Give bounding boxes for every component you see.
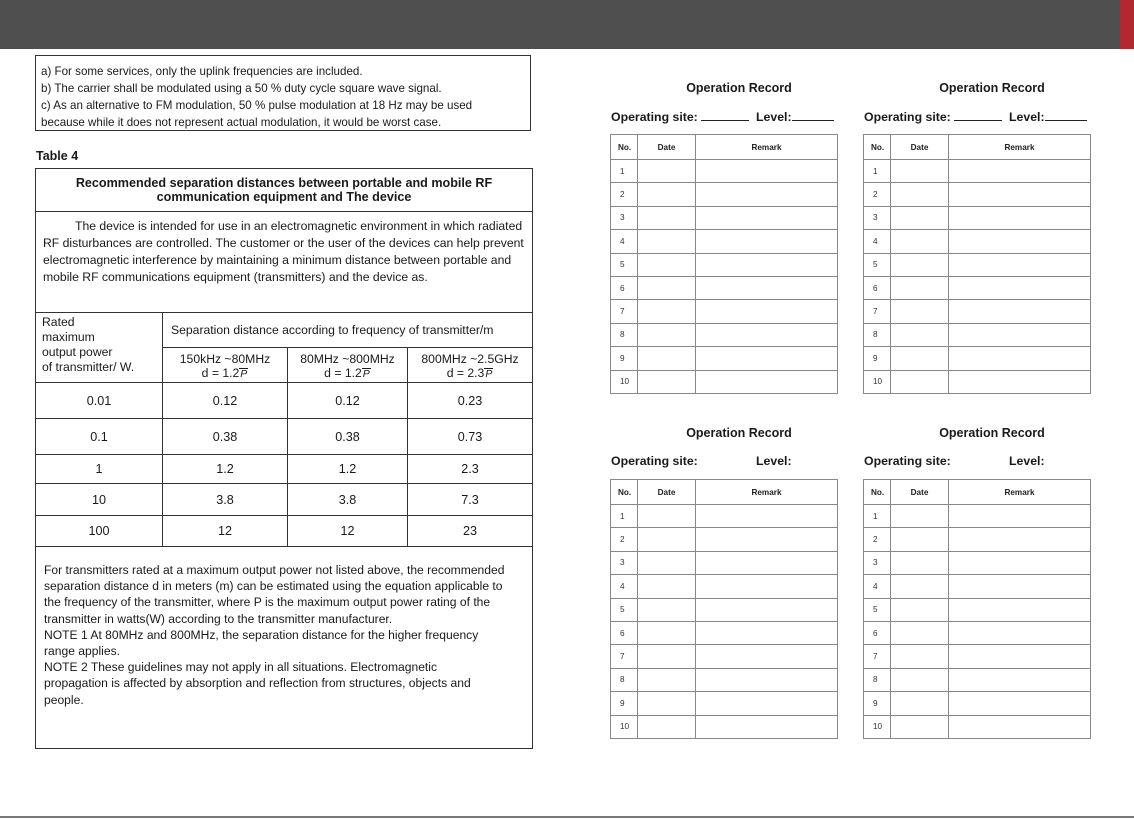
record-row [611, 645, 838, 668]
record-row [864, 645, 1091, 668]
record-row [611, 621, 838, 644]
record-row-number: 10 [611, 715, 638, 738]
record-remark-cell[interactable] [949, 347, 1091, 370]
record-fields [864, 454, 1122, 470]
record-date-cell[interactable] [638, 621, 696, 644]
record-row [864, 230, 1091, 253]
level-blank [792, 109, 834, 121]
record-remark-cell[interactable] [949, 505, 1091, 528]
record-remark-cell[interactable] [696, 692, 838, 715]
record-date-cell[interactable] [891, 370, 949, 393]
record-row-number: 1 [611, 160, 638, 183]
record-row [611, 230, 838, 253]
record-row [611, 528, 838, 551]
record-remark-cell[interactable] [696, 323, 838, 346]
record-row-number: 3 [611, 206, 638, 229]
record-row [864, 715, 1091, 738]
record-date-cell[interactable] [638, 230, 696, 253]
table-row: 0.1 0.38 0.38 0.73 [36, 419, 533, 455]
record-remark-cell[interactable] [949, 276, 1091, 299]
record-remark-cell[interactable] [949, 551, 1091, 574]
record-remark-cell[interactable] [696, 276, 838, 299]
record-date-cell[interactable] [638, 598, 696, 621]
record-date-cell[interactable] [638, 551, 696, 574]
record-row-number: 2 [611, 528, 638, 551]
record-row-number: 6 [611, 621, 638, 644]
record-row [864, 276, 1091, 299]
record-row [864, 598, 1091, 621]
col-header-date: Date [891, 480, 949, 505]
sqrt-symbol: P [362, 368, 370, 380]
table-title: Recommended separation distances between portable and mobile RF communication equipment and The device [36, 169, 533, 212]
header-accent-tab [1120, 0, 1134, 49]
record-row-number: 7 [611, 300, 638, 323]
record-row-number: 9 [611, 692, 638, 715]
record-date-cell[interactable] [638, 183, 696, 206]
record-row-number: 9 [864, 347, 891, 370]
record-title: Operation Record [939, 426, 1045, 440]
record-row-number: 6 [611, 276, 638, 299]
record-date-cell[interactable] [891, 551, 949, 574]
record-row [864, 528, 1091, 551]
notes-box [35, 55, 531, 131]
record-fields [864, 109, 1122, 125]
bottom-rule [0, 816, 1134, 818]
record-date-cell[interactable] [638, 575, 696, 598]
record-date-cell[interactable] [891, 276, 949, 299]
record-row-number: 4 [611, 230, 638, 253]
record-remark-cell[interactable] [949, 668, 1091, 691]
table-footer-notes: For transmitters rated at a maximum output power not listed above, the recommended separation distance d in meters (m) can be estimated using the equation applicable to the frequency of the transmitter, where P is the maximum output power rating of the transmitter in watts(W) according to the transmitter manufacturer. NOTE 1 At 80MHz and 800MHz, the separation distance for the higher frequency range applies. NOTE 2 These guidelines may not apply in all situations. Electromagnetic propagation is affected by absorption and reflection from structures, objects and people. [36, 547, 533, 749]
operating-site-label: Operating site: [611, 110, 698, 124]
record-row [864, 160, 1091, 183]
record-row [864, 347, 1091, 370]
note-line: c) As an alternative to FM modulation, 50 % pulse modulation at 18 Hz may be used [41, 99, 473, 112]
record-date-cell[interactable] [638, 276, 696, 299]
record-title: Operation Record [939, 81, 1045, 95]
record-date-cell[interactable] [638, 206, 696, 229]
record-remark-cell[interactable] [696, 206, 838, 229]
separation-distance-header: Separation distance according to frequency of transmitter/m [163, 313, 533, 348]
record-date-cell[interactable] [638, 505, 696, 528]
col-header-no: No. [611, 135, 638, 160]
record-date-cell[interactable] [891, 715, 949, 738]
record-date-cell[interactable] [638, 692, 696, 715]
record-remark-cell[interactable] [949, 206, 1091, 229]
record-date-cell[interactable] [891, 253, 949, 276]
record-date-cell[interactable] [891, 598, 949, 621]
level-label: Level: [756, 110, 792, 124]
record-row [611, 370, 838, 393]
record-row-number: 8 [864, 323, 891, 346]
col-header-remark: Remark [949, 135, 1091, 160]
level-label: Level: [1009, 454, 1045, 468]
record-table [863, 479, 1091, 739]
level-label: Level: [1009, 110, 1045, 124]
record-row [611, 551, 838, 574]
operating-site-blank [701, 109, 749, 121]
record-row-number: 3 [864, 551, 891, 574]
record-row-number: 10 [864, 715, 891, 738]
record-row-number: 8 [864, 668, 891, 691]
record-date-cell[interactable] [638, 323, 696, 346]
record-remark-cell[interactable] [949, 323, 1091, 346]
record-date-cell[interactable] [891, 206, 949, 229]
record-date-cell[interactable] [891, 230, 949, 253]
record-remark-cell[interactable] [696, 505, 838, 528]
record-row [611, 505, 838, 528]
record-remark-cell[interactable] [696, 230, 838, 253]
record-date-cell[interactable] [638, 347, 696, 370]
record-remark-cell[interactable] [696, 253, 838, 276]
col-header-remark: Remark [696, 480, 838, 505]
record-row [611, 575, 838, 598]
record-row-number: 2 [864, 528, 891, 551]
record-date-cell[interactable] [891, 300, 949, 323]
record-row-number: 4 [864, 575, 891, 598]
record-row-number: 8 [611, 323, 638, 346]
record-row [611, 183, 838, 206]
record-remark-cell[interactable] [696, 575, 838, 598]
record-row-number: 5 [611, 253, 638, 276]
table-row: 0.01 0.12 0.12 0.23 [36, 383, 533, 419]
note-line: a) For some services, only the uplink frequencies are included. [41, 65, 363, 78]
record-remark-cell[interactable] [949, 715, 1091, 738]
record-date-cell[interactable] [638, 528, 696, 551]
record-remark-cell[interactable] [696, 645, 838, 668]
record-remark-cell[interactable] [696, 551, 838, 574]
record-remark-cell[interactable] [949, 370, 1091, 393]
record-row [611, 276, 838, 299]
operating-site-label: Operating site: [611, 454, 698, 468]
record-row [611, 253, 838, 276]
record-date-cell[interactable] [638, 370, 696, 393]
record-row [864, 253, 1091, 276]
col-header-remark: Remark [696, 135, 838, 160]
record-date-cell[interactable] [638, 645, 696, 668]
record-row-number: 1 [611, 505, 638, 528]
record-row-number: 2 [864, 183, 891, 206]
record-date-cell[interactable] [891, 575, 949, 598]
record-date-cell[interactable] [891, 645, 949, 668]
record-remark-cell[interactable] [949, 300, 1091, 323]
col-header-date: Date [891, 135, 949, 160]
record-date-cell[interactable] [638, 668, 696, 691]
record-row-number: 10 [864, 370, 891, 393]
record-row-number: 10 [611, 370, 638, 393]
record-row-number: 7 [611, 645, 638, 668]
record-date-cell[interactable] [891, 323, 949, 346]
record-row [864, 370, 1091, 393]
col-header-no: No. [864, 480, 891, 505]
record-date-cell[interactable] [891, 505, 949, 528]
record-row [611, 715, 838, 738]
record-row-number: 7 [864, 645, 891, 668]
record-row [864, 692, 1091, 715]
record-row-number: 3 [611, 551, 638, 574]
record-row-number: 7 [864, 300, 891, 323]
operating-site-label: Operating site: [864, 110, 951, 124]
record-row [864, 183, 1091, 206]
note-line: b) The carrier shall be modulated using a 50 % duty cycle square wave signal. [41, 82, 442, 95]
record-remark-cell[interactable] [949, 230, 1091, 253]
record-row-number: 9 [611, 347, 638, 370]
sqrt-symbol: P [485, 368, 493, 380]
record-remark-cell[interactable] [696, 160, 838, 183]
record-table [863, 134, 1091, 394]
record-date-cell[interactable] [891, 621, 949, 644]
page-header-bar [0, 0, 1134, 49]
record-row-number: 5 [864, 253, 891, 276]
record-row [611, 668, 838, 691]
record-remark-cell[interactable] [696, 621, 838, 644]
operating-site-label: Operating site: [864, 454, 951, 468]
record-row-number: 5 [611, 598, 638, 621]
record-date-cell[interactable] [638, 715, 696, 738]
table-row: 10 3.8 3.8 7.3 [36, 484, 533, 516]
record-row-number: 3 [864, 206, 891, 229]
record-row-number: 1 [864, 505, 891, 528]
sqrt-symbol: P [240, 368, 248, 380]
record-row-number: 8 [611, 668, 638, 691]
note-line: because while it does not represent actual modulation, it would be worst case. [41, 116, 442, 129]
separation-distance-table [35, 168, 533, 749]
operating-site-blank [954, 109, 1002, 121]
record-remark-cell[interactable] [949, 528, 1091, 551]
record-remark-cell[interactable] [696, 668, 838, 691]
record-row-number: 9 [864, 692, 891, 715]
table-intro: The device is intended for use in an electromagnetic environment in which radiated RF disturbances are controlled. The customer or the user of the devices can help prevent electromagnetic interference by maintaining a minimum distance between portable and mobile RF communications equipment (transmitters) and the device as. [36, 212, 533, 313]
record-row [864, 551, 1091, 574]
record-row [864, 668, 1091, 691]
record-row-number: 2 [611, 183, 638, 206]
record-row-number: 5 [864, 598, 891, 621]
record-table [610, 134, 838, 394]
record-row [864, 323, 1091, 346]
record-remark-cell[interactable] [696, 347, 838, 370]
freq-band-header: 150kHz ~80MHz d = 1.2P [163, 348, 288, 383]
record-row [864, 621, 1091, 644]
col-header-date: Date [638, 135, 696, 160]
record-date-cell[interactable] [891, 528, 949, 551]
record-title: Operation Record [686, 426, 792, 440]
record-date-cell[interactable] [638, 253, 696, 276]
record-remark-cell[interactable] [949, 598, 1091, 621]
record-row [864, 505, 1091, 528]
freq-band-header: 800MHz ~2.5GHz d = 2.3P [408, 348, 533, 383]
record-title: Operation Record [686, 81, 792, 95]
record-fields [611, 109, 869, 125]
record-remark-cell[interactable] [696, 183, 838, 206]
record-row [864, 575, 1091, 598]
record-remark-cell[interactable] [696, 370, 838, 393]
record-row [864, 300, 1091, 323]
record-date-cell[interactable] [891, 692, 949, 715]
record-date-cell[interactable] [891, 668, 949, 691]
freq-band-header: 80MHz ~800MHz d = 1.2P [288, 348, 408, 383]
record-row-number: 4 [611, 575, 638, 598]
record-date-cell[interactable] [638, 160, 696, 183]
record-remark-cell[interactable] [696, 300, 838, 323]
record-row [864, 206, 1091, 229]
col-header-date: Date [638, 480, 696, 505]
table-row: 100 12 12 23 [36, 516, 533, 547]
record-remark-cell[interactable] [696, 715, 838, 738]
record-row [611, 323, 838, 346]
record-remark-cell[interactable] [949, 253, 1091, 276]
col-header-remark: Remark [949, 480, 1091, 505]
record-row [611, 692, 838, 715]
record-row-number: 1 [864, 160, 891, 183]
record-remark-cell[interactable] [696, 528, 838, 551]
record-date-cell[interactable] [891, 183, 949, 206]
record-fields [611, 454, 869, 470]
record-row-number: 4 [864, 230, 891, 253]
record-date-cell[interactable] [891, 160, 949, 183]
record-remark-cell[interactable] [949, 692, 1091, 715]
record-remark-cell[interactable] [949, 575, 1091, 598]
record-date-cell[interactable] [638, 300, 696, 323]
level-label: Level: [756, 454, 792, 468]
col-header-no: No. [611, 480, 638, 505]
record-remark-cell[interactable] [949, 621, 1091, 644]
col-header-no: No. [864, 135, 891, 160]
record-remark-cell[interactable] [696, 598, 838, 621]
record-date-cell[interactable] [891, 347, 949, 370]
record-row [611, 300, 838, 323]
record-row-number: 6 [864, 621, 891, 644]
record-row [611, 160, 838, 183]
record-table [610, 479, 838, 739]
record-row-number: 6 [864, 276, 891, 299]
record-row [611, 206, 838, 229]
record-row [611, 347, 838, 370]
record-row [611, 598, 838, 621]
table-caption: Table 4 [36, 149, 79, 163]
record-remark-cell[interactable] [949, 183, 1091, 206]
level-blank [1045, 109, 1087, 121]
record-remark-cell[interactable] [949, 645, 1091, 668]
rated-power-header: Rated maximum output power of transmitter/ W. [36, 313, 163, 383]
table-row: 1 1.2 1.2 2.3 [36, 455, 533, 484]
record-remark-cell[interactable] [949, 160, 1091, 183]
